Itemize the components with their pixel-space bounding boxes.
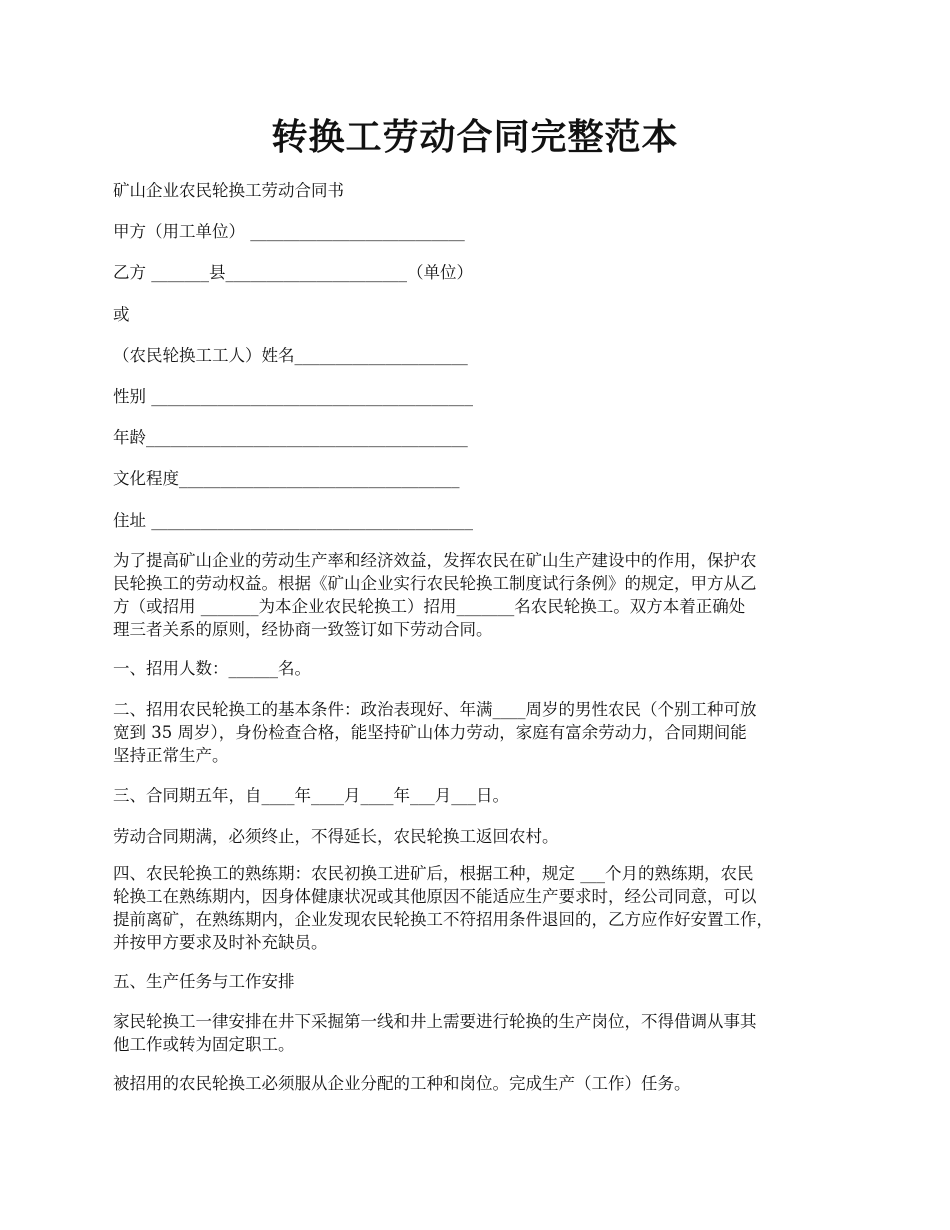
clause-4-line: 轮换工在熟练期内，因身体健康状况或其他原因不能适应生产要求时，经公司同意，可以	[113, 887, 757, 906]
clause-4-line: 四、农民轮换工的熟练期：农民初换工进矿后，根据工种，规定 ___个月的熟练期，农民	[113, 864, 754, 883]
party-b-field: 乙方 _______县______________________（单位）	[113, 263, 473, 282]
clause-4-line: 并按甲方要求及时补充缺员。	[113, 933, 328, 952]
clause-4-line: 提前离矿，在熟练期内，企业发现农民轮换工不符招用条件退回的，乙方应作好安置工作，	[113, 910, 773, 929]
clause-1: 一、招用人数：______名。	[113, 659, 311, 678]
party-a-field: 甲方（用工单位） __________________________	[113, 222, 465, 241]
preamble-line: 民轮换工的劳动权益。根据《矿山企业实行农民轮换工制度试行条例》的规定，甲方从乙	[113, 574, 757, 593]
contract-subtitle: 矿山企业农民轮换工劳动合同书	[113, 181, 344, 200]
education-field: 文化程度__________________________________	[113, 469, 460, 488]
clause-5-heading: 五、生产任务与工作安排	[113, 972, 295, 991]
name-field: （农民轮换工工人）姓名_____________________	[113, 346, 468, 365]
preamble-line: 为了提高矿山企业的劳动生产率和经济效益，发挥农民在矿山生产建设中的作用，保护农	[113, 551, 757, 570]
clause-5-paragraph-line: 他工作或转为固定职工。	[113, 1035, 295, 1054]
clause-2-line: 宽到 35 周岁），身份检查合格，能坚持矿山体力劳动，家庭有富余劳动力，合同期间能	[113, 723, 747, 742]
preamble-line: 方（或招用 _______为本企业农民轮换工）招用_______名农民轮换工。双方本着正确处	[113, 597, 746, 616]
clause-2-line: 二、招用农民轮换工的基本条件：政治表现好、年满____周岁的男性农民（个别工种可放	[113, 700, 757, 719]
clause-2-line: 坚持正常生产。	[113, 746, 229, 765]
clause-3-note: 劳动合同期满，必须终止，不得延长，农民轮换工返回农村。	[113, 827, 559, 846]
clause-5-paragraph-line: 家民轮换工一律安排在井下采掘第一线和井上需要进行轮换的生产岗位，不得借调从事其	[113, 1012, 757, 1031]
clause-3: 三、合同期五年，自____年____月____年___月___日。	[113, 786, 509, 805]
clause-5-paragraph-2: 被招用的农民轮换工必须服从企业分配的工种和岗位。完成生产（工作）任务。	[113, 1074, 691, 1093]
or-text: 或	[113, 305, 130, 324]
preamble-line: 理三者关系的原则，经协商一致签订如下劳动合同。	[113, 620, 493, 639]
address-field: 住址 _______________________________________	[113, 511, 473, 530]
document-title: 转换工劳动合同完整范本	[271, 116, 679, 158]
age-field: 年龄_______________________________________	[113, 428, 468, 447]
gender-field: 性别 _______________________________________	[113, 387, 473, 406]
